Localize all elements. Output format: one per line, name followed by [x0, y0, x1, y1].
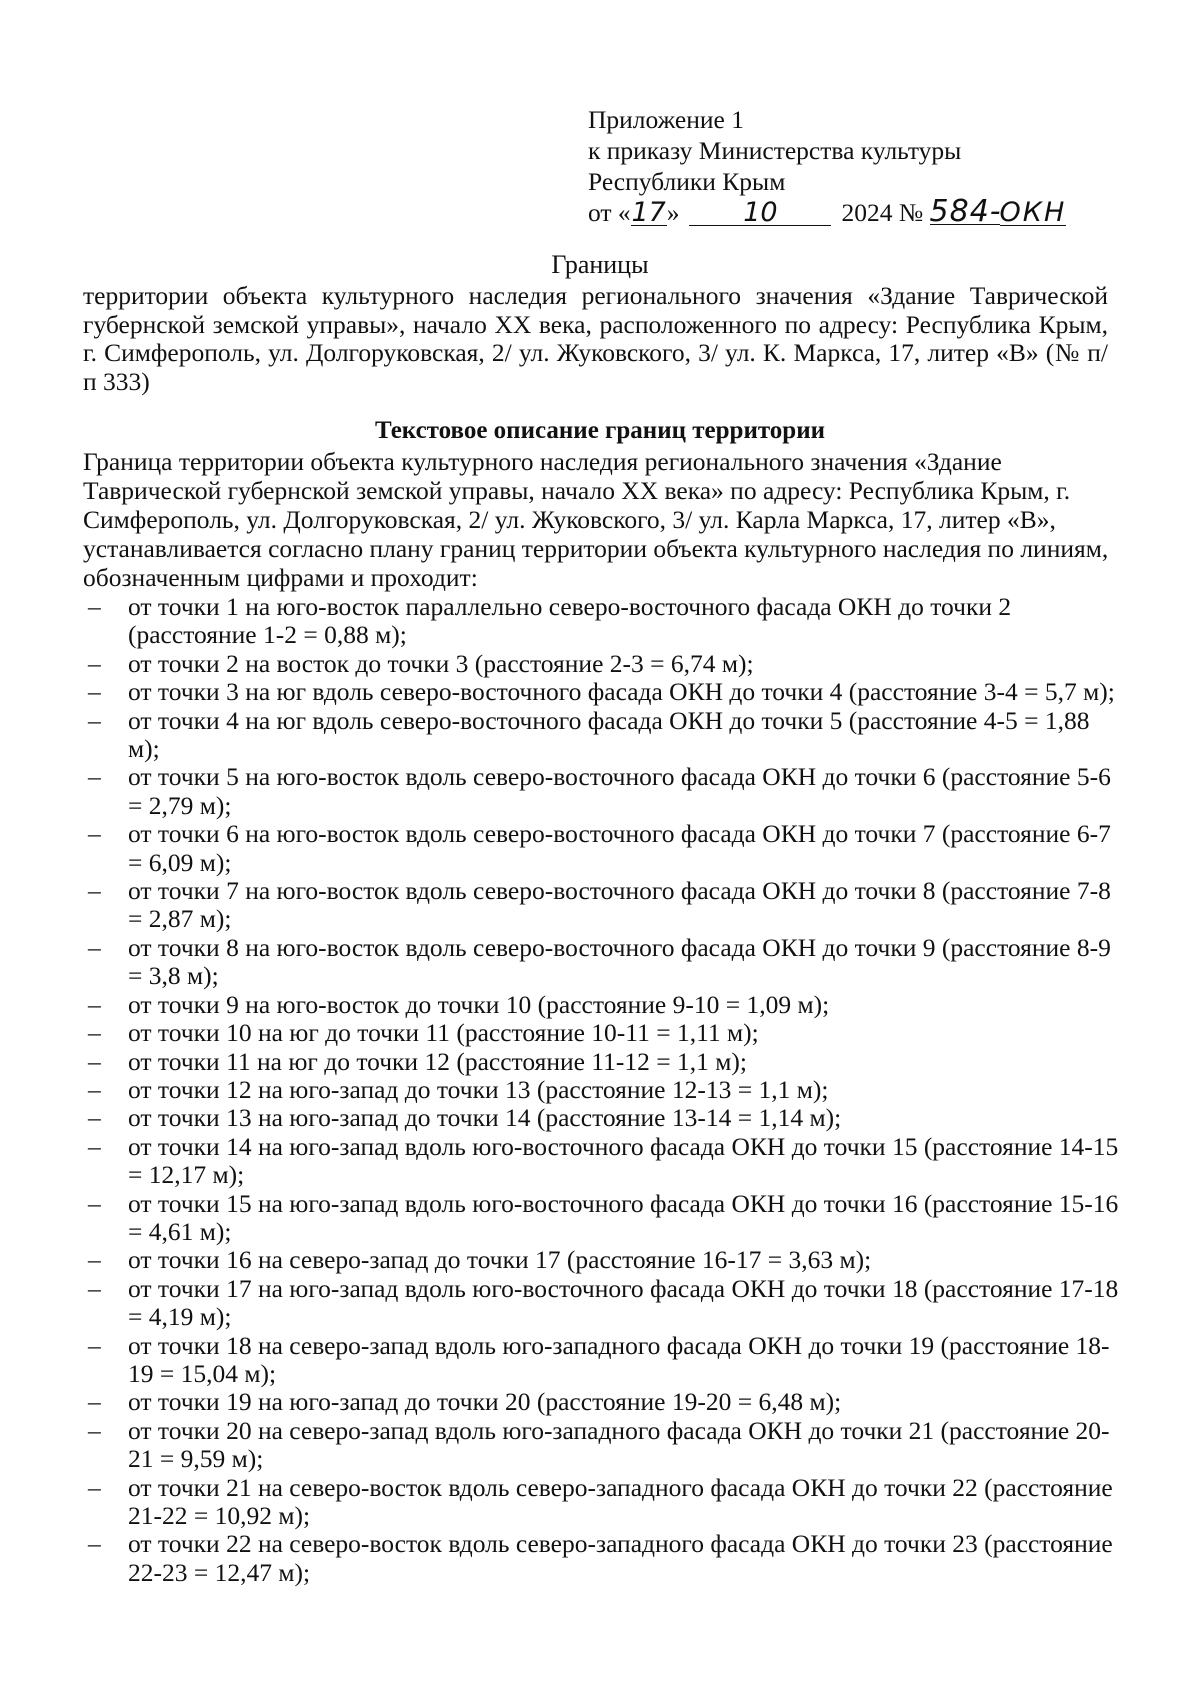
- list-item: [0, 934, 1200, 991]
- list-item-text: от точки 3 на юг вдоль северо-восточного фасада ОКН до точки 4 (расстояние 3-4 = 5,7 м);: [128, 677, 1115, 707]
- list-bullet: –: [88, 762, 101, 792]
- list-item-text: от точки 7 на юго-восток вдоль северо-восточного фасада ОКН до точки 8 (расстояние 7-8 = 2,87 м);: [128, 876, 1111, 934]
- section-heading: Текстовое описание границ территории: [374, 417, 826, 444]
- date-day-close: »: [666, 198, 680, 227]
- list-item: [0, 707, 1200, 764]
- list-item-text: от точки 4 на юг вдоль северо-восточного фасада ОКН до точки 5 (расстояние 4-5 = 1,88 м);: [128, 705, 1090, 764]
- list-item: [0, 1388, 1200, 1416]
- list-bullet: –: [88, 1330, 101, 1360]
- list-item: [0, 991, 1200, 1019]
- date-year-number-label: 2024 №: [841, 198, 924, 227]
- list-item-text: от точки 2 на восток до точки 3 (расстояние 2-3 = 6,74 м);: [128, 648, 754, 678]
- list-item: [0, 1076, 1200, 1104]
- list-item: [0, 1048, 1200, 1076]
- list-item-text: от точки 21 на северо-восток вдоль северо-западного фасада ОКН до точки 22 (расстояние 21-22 = 10,92 м);: [128, 1472, 1113, 1530]
- list-item-text: от точки 17 на юго-запад вдоль юго-восточного фасада ОКН до точки 18 (расстояние 17-18 = 4,19 м);: [128, 1273, 1119, 1332]
- list-item: [0, 820, 1200, 877]
- boundary-list: [0, 593, 1200, 1587]
- appendix-republic: Республики Крым: [588, 167, 786, 196]
- list-item: [0, 1530, 1200, 1587]
- list-item: [0, 1019, 1200, 1047]
- appendix-order-reference: к приказу Министерства культуры: [588, 136, 962, 165]
- list-bullet: –: [88, 1046, 101, 1076]
- list-bullet: –: [88, 1273, 101, 1303]
- list-bullet: –: [88, 1245, 101, 1275]
- list-bullet: –: [88, 677, 101, 707]
- list-item-text: от точки 6 на юго-восток вдоль северо-восточного фасада ОКН до точки 7 (расстояние 6-7 = 6,09 м);: [128, 819, 1111, 877]
- list-bullet: –: [88, 1074, 101, 1104]
- list-bullet: –: [88, 989, 101, 1019]
- list-item: [0, 1190, 1200, 1247]
- list-item: [0, 1275, 1200, 1332]
- handwritten-day: 17: [631, 197, 666, 228]
- intro-paragraph: Граница территории объекта культурного наследия регионального значения «Здание Таврической губернской земской управы, начало XX века» по адресу: Республика Крым, г. Симферополь, ул. Долгоруковская, 2/ ул. Жуковского, 3/ ул. Карла Маркса, 17, литер «В», устанавливается согласно плану границ территории объекта культурного наследия по линиям, обозначенным цифрами и проходит:: [83, 447, 1109, 592]
- list-bullet: –: [88, 1131, 101, 1161]
- list-item-text: от точки 20 на северо-запад вдоль юго-западного фасада ОКН до точки 21 (расстояние 20-21 = 9,59 м);: [128, 1415, 1110, 1474]
- list-bullet: –: [88, 1103, 101, 1133]
- list-bullet: –: [88, 876, 101, 906]
- handwritten-order-number: 584-: [929, 194, 1002, 229]
- list-item: [0, 877, 1200, 934]
- list-item-text: от точки 9 на юго-восток до точки 10 (расстояние 9-10 = 1,09 м);: [128, 989, 830, 1019]
- list-item-text: от точки 16 на северо-запад до точки 17 (расстояние 16-17 = 3,63 м);: [128, 1245, 872, 1275]
- list-item: [0, 1332, 1200, 1389]
- list-item: [0, 593, 1200, 650]
- list-bullet: –: [88, 705, 101, 735]
- date-prefix: от «: [588, 198, 631, 227]
- list-bullet: –: [88, 648, 101, 678]
- list-item: [0, 1104, 1200, 1132]
- list-item-text: от точки 10 на юг до точки 11 (расстояние 10-11 = 1,11 м);: [128, 1018, 759, 1048]
- list-item: [0, 678, 1200, 706]
- list-item-text: от точки 15 на юго-запад вдоль юго-восточного фасада ОКН до точки 16 (расстояние 15-16 = 4,61 м);: [128, 1188, 1119, 1246]
- list-bullet: –: [88, 819, 101, 849]
- appendix-header: [588, 104, 1148, 228]
- list-item: [0, 650, 1200, 678]
- appendix-date-line: [588, 194, 1148, 229]
- list-item: [0, 1246, 1200, 1274]
- list-item-text: от точки 5 на юго-восток вдоль северо-восточного фасада ОКН до точки 6 (расстояние 5-6 = 2,79 м);: [128, 762, 1111, 820]
- list-bullet: –: [88, 592, 101, 621]
- list-item-text: от точки 13 на юго-запад до точки 14 (расстояние 13-14 = 1,14 м);: [128, 1103, 842, 1133]
- list-item: [0, 1417, 1200, 1474]
- document-title: Границы: [551, 250, 649, 279]
- list-item-text: от точки 14 на юго-запад вдоль юго-восточного фасада ОКН до точки 15 (расстояние 14-15 = 12,17 м);: [128, 1131, 1119, 1190]
- list-item-text: от точки 1 на юго-восток параллельно северо-восточного фасада ОКН до точки 2 (расстояние 1-2 = 0,88 м);: [128, 592, 1012, 650]
- list-bullet: –: [88, 1529, 101, 1559]
- list-bullet: –: [88, 932, 101, 962]
- handwritten-month: 10: [689, 201, 831, 226]
- list-item-text: от точки 12 на юго-запад до точки 13 (расстояние 12-13 = 1,1 м);: [128, 1074, 829, 1104]
- list-bullet: –: [88, 1472, 101, 1502]
- handwritten-order-suffix: ОКН: [999, 197, 1067, 228]
- list-item-text: от точки 11 на юг до точки 12 (расстояние 11-12 = 1,1 м);: [128, 1046, 747, 1076]
- list-item-text: от точки 18 на северо-запад вдоль юго-западного фасада ОКН до точки 19 (расстояние 18-19 = 15,04 м);: [128, 1330, 1110, 1388]
- list-bullet: –: [88, 1188, 101, 1218]
- list-bullet: –: [88, 1387, 101, 1417]
- list-item: [0, 763, 1200, 820]
- list-item-text: от точки 19 на юго-запад до точки 20 (расстояние 19-20 = 6,48 м);: [128, 1387, 842, 1417]
- list-bullet: –: [88, 1415, 101, 1445]
- object-name-paragraph: территории объекта культурного наследия регионального значения «Здание Таврической губернской земской управы», начало XX века, расположенного по адресу: Республика Крым, г. Симферополь, ул. Долгоруковская, 2/ ул. Жуковского, 3/ ул. К. Маркса, 17, литер «В» (№ п/п 333): [83, 281, 1108, 396]
- list-item-text: от точки 22 на северо-восток вдоль северо-западного фасада ОКН до точки 23 (расстояние 22-23 = 12,47 м);: [128, 1529, 1113, 1587]
- list-item: [0, 1133, 1200, 1190]
- list-bullet: –: [88, 1018, 101, 1048]
- list-item: [0, 1474, 1200, 1531]
- list-item-text: от точки 8 на юго-восток вдоль северо-восточного фасада ОКН до точки 9 (расстояние 8-9 = 3,8 м);: [128, 932, 1111, 991]
- appendix-label: Приложение 1: [588, 105, 744, 134]
